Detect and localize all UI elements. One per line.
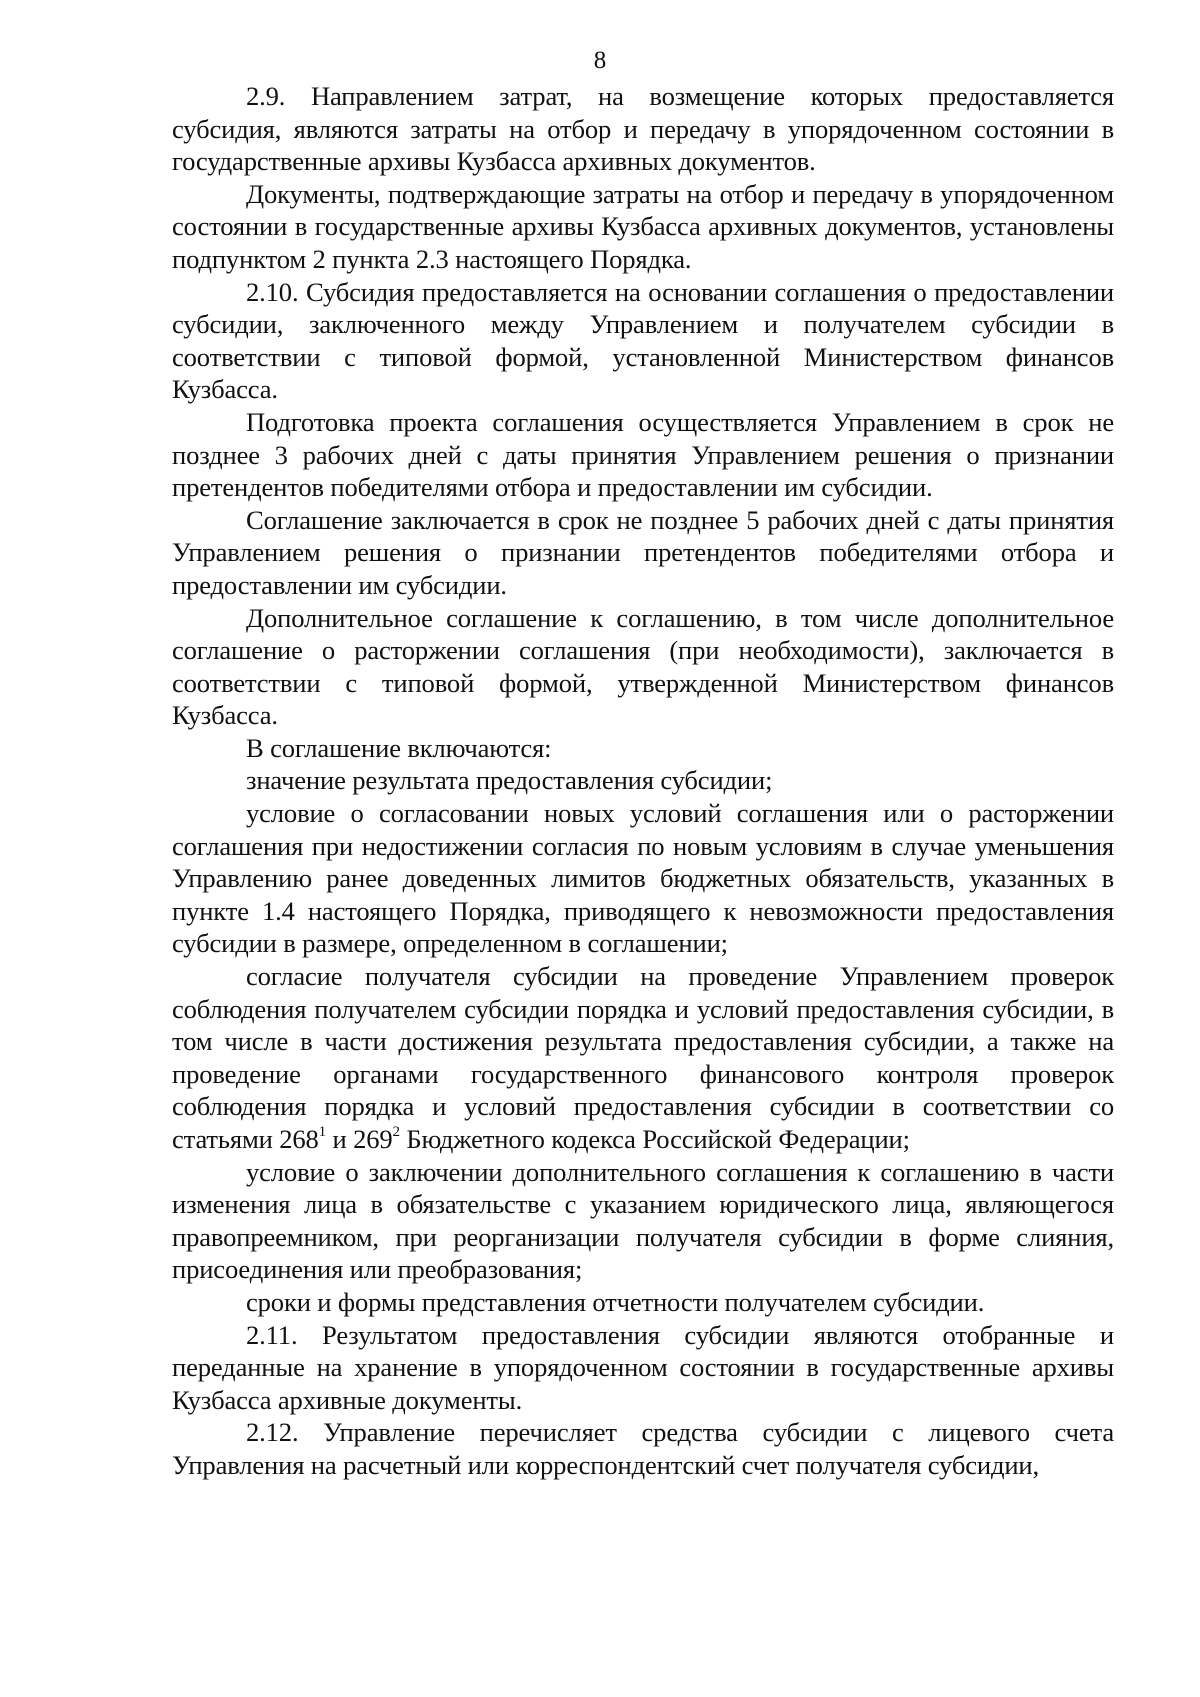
document-body xyxy=(172,80,1114,1482)
paragraph-agreement-draft: Подготовка проекта соглашения осуществляется Управлением в срок не позднее 3 рабочих дней с даты принятия Управлением решения о признании претендентов победителями отбора и предоставлении им субсидии. xyxy=(172,406,1114,503)
list-item-new-conditions: условие о согласовании новых условий соглашения или о расторжении соглашения при недостижении согласия по новым условиям в случае уменьшения Управлению ранее доведенных лимитов бюджетных обязательств, указанных в пункте 1.4 настоящего Порядка, приводящего к невозможности предоставления субсидии в размере, определенном в соглашении; xyxy=(172,798,1114,959)
paragraph-2-12: 2.12. Управление перечисляет средства субсидии с лицевого счета Управления на расчетный или корреспондентский счет получателя субсидии, xyxy=(172,1417,1114,1480)
article-268-superscript: 1 xyxy=(318,1124,327,1141)
consent-text-before: согласие получателя субсидии на проведение Управлением проверок соблюдения получателем субсидии порядка и условий предоставления субсидии, в том числе в части достижения результата предоставления субсидии, а также на проведение органами государственного финансового контроля проверок соблюдения порядка и условий предоставления субсидии в соответствии со статьями 268 xyxy=(172,961,1114,1154)
list-item-result-value: значение результата предоставления субсидии; xyxy=(246,765,773,796)
paragraph-agreement-conclusion: Соглашение заключается в срок не позднее 5 рабочих дней с даты принятия Управлением решения о признании претендентов победителями отбора и предоставлении им субсидии. xyxy=(172,504,1114,600)
paragraph-agreement-includes: В соглашение включаются: xyxy=(246,732,552,763)
list-item-consent-to-audits xyxy=(172,960,1114,1156)
article-269-superscript: 2 xyxy=(392,1124,400,1141)
page-number: 8 xyxy=(593,47,607,74)
consent-text-after: Бюджетного кодекса Российской Федерации; xyxy=(399,1124,910,1154)
paragraph-2-9: 2.9. Направлением затрат, на возмещение которых предоставляется субсидия, являются затраты на отбор и передачу в упорядоченном состоянии в государственные архивы Кузбасса архивных документов. xyxy=(172,81,1114,177)
paragraph-documents-confirming-costs: Документы, подтверждающие затраты на отбор и передачу в упорядоченном состоянии в государственные архивы Кузбасса архивных документов, установлены подпунктом 2 пункта 2.3 настоящего Порядка. xyxy=(172,178,1114,274)
paragraph-2-11: 2.11. Результатом предоставления субсидии являются отобранные и переданные на хранение в упорядоченном состоянии в государственные архивы Кузбасса архивные документы. xyxy=(172,1319,1114,1415)
list-item-reorganization: условие о заключении дополнительного соглашения к соглашению в части изменения лица в обязательстве с указанием юридического лица, являющегося правопреемником, при реорганизации получателя субсидии в форме слияния, присоединения или преобразования; xyxy=(172,1156,1114,1285)
list-item-reporting: сроки и формы представления отчетности получателем субсидии. xyxy=(246,1286,985,1317)
paragraph-2-10: 2.10. Субсидия предоставляется на основании соглашения о предоставлении субсидии, заключенного между Управлением и получателем субсидии в соответствии с типовой формой, установленной Министерством финансов Кузбасса. xyxy=(172,276,1114,405)
consent-text-middle: и 269 xyxy=(326,1124,393,1154)
paragraph-additional-agreement: Дополнительное соглашение к соглашению, в том числе дополнительное соглашение о расторжении соглашения (при необходимости), заключается в соответствии с типовой формой, утвержденной Министерством финансов Кузбасса. xyxy=(172,602,1114,731)
